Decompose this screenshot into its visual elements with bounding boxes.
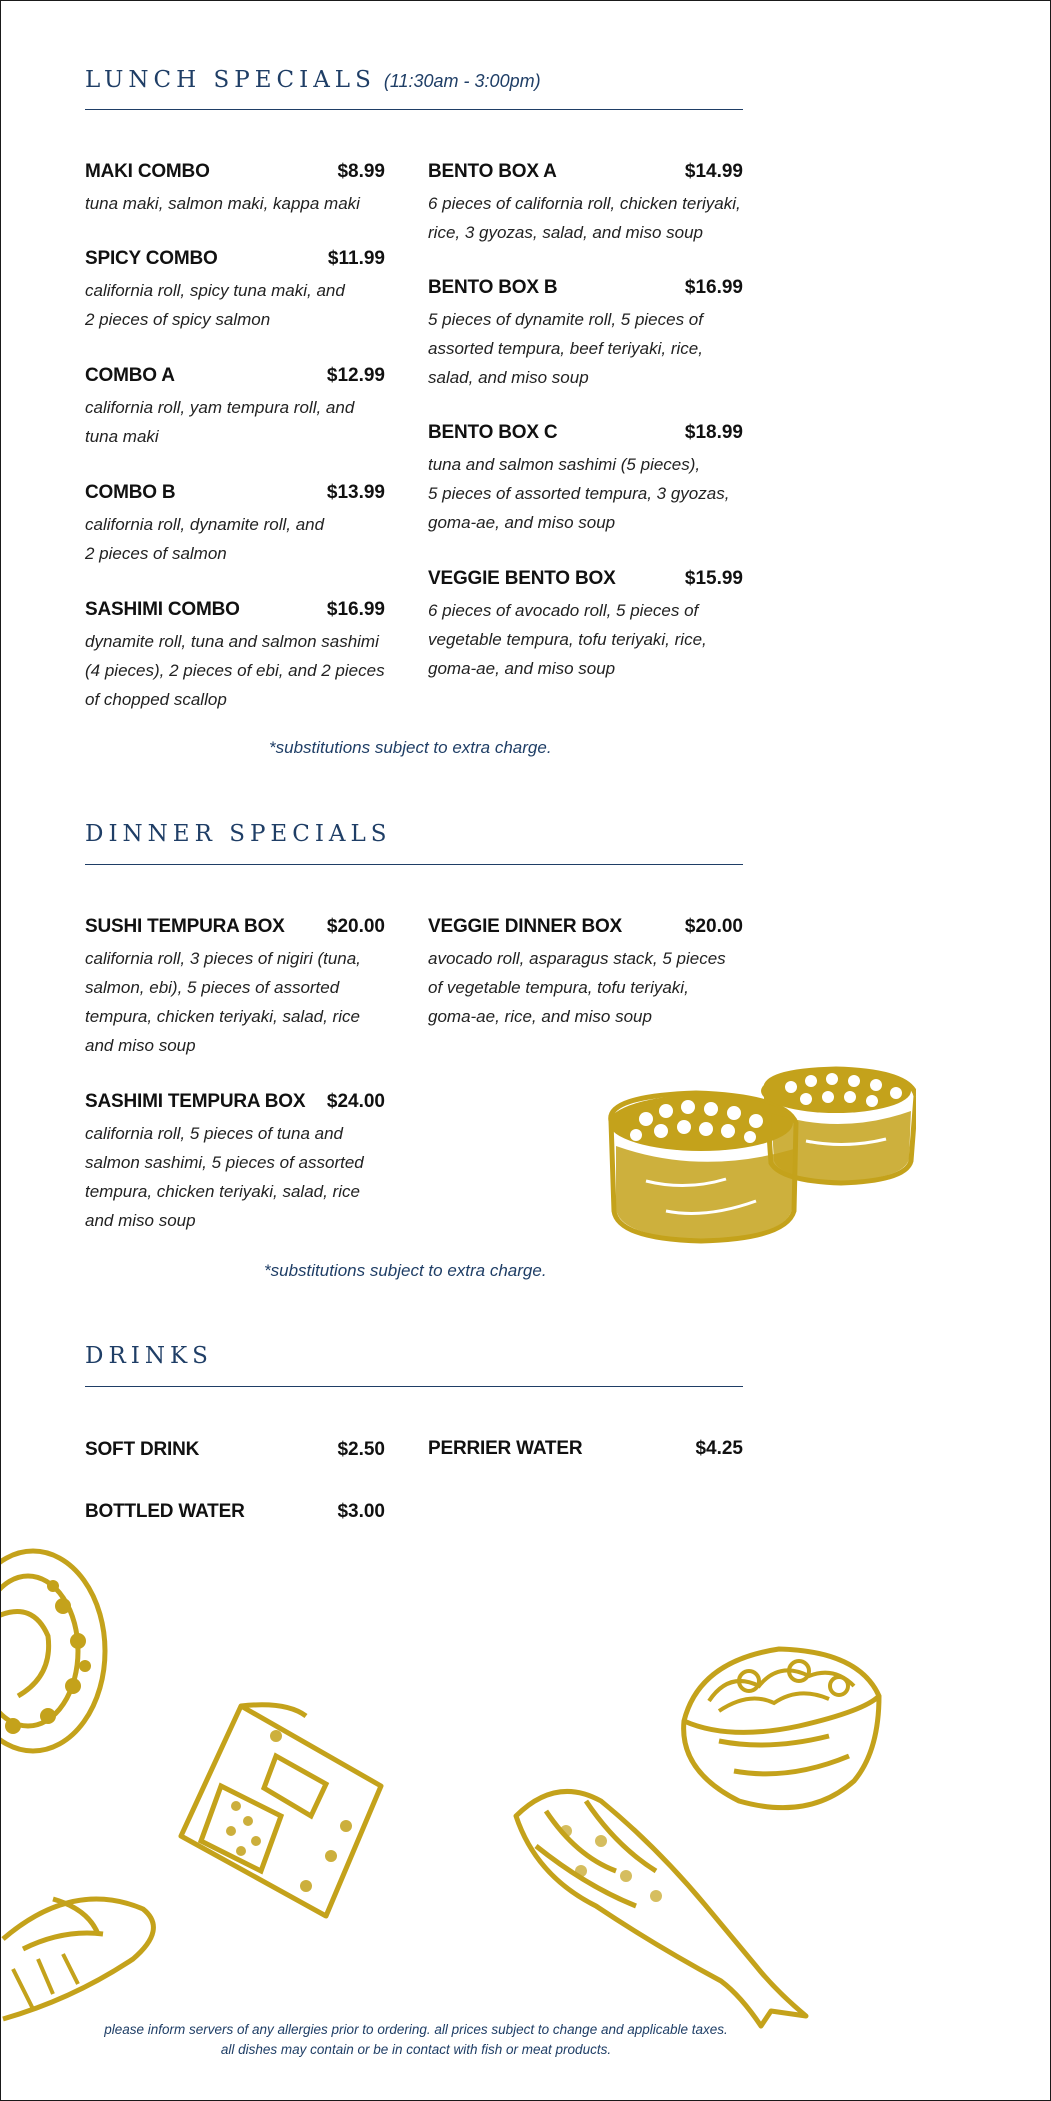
dinner-title: DINNER SPECIALS (85, 821, 392, 847)
drink-item (85, 1501, 385, 1523)
drink-item (85, 1439, 385, 1461)
item-name: BOTTLED WATER (85, 1501, 245, 1522)
item-description: california roll, yam tempura roll, and tuna maki (85, 398, 355, 446)
lunch-hours: (11:30am - 3:00pm) (383, 71, 541, 91)
menu-item (85, 365, 385, 451)
menu-item (428, 916, 743, 1031)
item-price: $2.50 (337, 1439, 385, 1460)
item-description: 5 pieces of dynamite roll, 5 pieces of assorted tempura, beef teriyaki, rice, salad, and miso soup (428, 310, 703, 387)
dinner-divider (85, 864, 743, 865)
item-price: $11.99 (327, 248, 385, 269)
item-name: BENTO BOX A (428, 161, 557, 182)
item-description: california roll, dynamite roll, and 2 pieces of salmon (85, 515, 325, 563)
menu-item (85, 161, 385, 218)
item-description: california roll, 3 pieces of nigiri (tuna, salmon, ebi), 5 pieces of assorted tempura, chicken teriyaki, salad, rice and miso soup (85, 949, 361, 1055)
item-name: SPICY COMBO (85, 248, 218, 269)
item-price: $24.00 (326, 1091, 385, 1112)
item-description: california roll, spicy tuna maki, and 2 pieces of spicy salmon (85, 281, 345, 329)
item-description: tuna maki, salmon maki, kappa maki (85, 194, 360, 213)
footer-line-1: please inform servers of any allergies prior to ordering. all prices subject to change and applicable taxes. (104, 2022, 728, 2037)
menu-item (428, 422, 743, 537)
item-name: SUSHI TEMPURA BOX (85, 916, 285, 937)
item-price: $16.99 (684, 277, 743, 298)
lunch-substitution-note: *substitutions subject to extra charge. (269, 738, 552, 757)
dinner-substitution-note: *substitutions subject to extra charge. (264, 1261, 547, 1280)
item-name: PERRIER WATER (428, 1438, 583, 1459)
item-name: BENTO BOX C (428, 422, 558, 443)
menu-item (85, 1091, 385, 1235)
menu-item (85, 482, 385, 568)
lunch-section-title (85, 67, 541, 93)
item-description: 6 pieces of avocado roll, 5 pieces of vegetable tempura, tofu teriyaki, rice, goma-ae, and miso soup (428, 601, 707, 678)
item-name: COMBO B (85, 482, 176, 503)
item-description: dynamite roll, tuna and salmon sashimi (4 pieces), 2 pieces of ebi, and 2 pieces of chopped scallop (85, 632, 385, 709)
drinks-title: DRINKS (85, 1343, 213, 1369)
item-price: $20.00 (684, 916, 743, 937)
menu-item (428, 277, 743, 392)
item-price: $14.99 (684, 161, 743, 182)
item-name: SASHIMI COMBO (85, 599, 240, 620)
item-price: $20.00 (326, 916, 385, 937)
menu-item (428, 568, 743, 683)
footer-disclaimer (1, 2020, 831, 2060)
menu-item (85, 248, 385, 334)
item-price: $15.99 (684, 568, 743, 589)
item-name: BENTO BOX B (428, 277, 558, 298)
item-description: tuna and salmon sashimi (5 pieces), 5 pieces of assorted tempura, 3 gyozas, goma-ae, and miso soup (428, 455, 730, 532)
item-price: $16.99 (326, 599, 385, 620)
lunch-divider (85, 109, 743, 110)
item-name: SASHIMI TEMPURA BOX (85, 1091, 306, 1112)
item-name: COMBO A (85, 365, 175, 386)
item-name: MAKI COMBO (85, 161, 210, 182)
footer-line-2: all dishes may contain or be in contact with fish or meat products. (220, 2042, 612, 2057)
item-name: VEGGIE BENTO BOX (428, 568, 616, 589)
item-price: $18.99 (684, 422, 743, 443)
dinner-section-title (85, 821, 392, 847)
menu-item (85, 599, 385, 714)
noodle-bowl-illustration (679, 1641, 889, 1816)
item-description: 6 pieces of california roll, chicken teriyaki, rice, 3 gyozas, salad, and miso soup (428, 194, 741, 242)
drinks-section-title (85, 1343, 213, 1369)
item-name: SOFT DRINK (85, 1439, 200, 1460)
salmon-roe-gunkan-illustration (606, 1051, 916, 1251)
sushi-roll-illustration (0, 1546, 118, 1761)
item-name: VEGGIE DINNER BOX (428, 916, 623, 937)
menu-item (85, 916, 385, 1060)
item-price: $4.25 (695, 1438, 743, 1459)
item-price: $13.99 (326, 482, 385, 503)
item-price: $12.99 (326, 365, 385, 386)
item-description: california roll, 5 pieces of tuna and salmon sashimi, 5 pieces of assorted tempura, chicken teriyaki, salad, rice and miso soup (85, 1124, 364, 1230)
item-price: $3.00 (337, 1501, 385, 1522)
lunch-title: LUNCH SPECIALS (85, 67, 376, 93)
nigiri-illustration (0, 1879, 173, 2029)
item-description: avocado roll, asparagus stack, 5 pieces of vegetable tempura, tofu teriyaki, goma-ae, rice, and miso soup (428, 949, 726, 1026)
drink-item (428, 1438, 743, 1460)
menu-item (428, 161, 743, 247)
item-price: $8.99 (337, 161, 385, 182)
maki-roll-illustration (166, 1696, 396, 1926)
drinks-divider (85, 1386, 743, 1387)
